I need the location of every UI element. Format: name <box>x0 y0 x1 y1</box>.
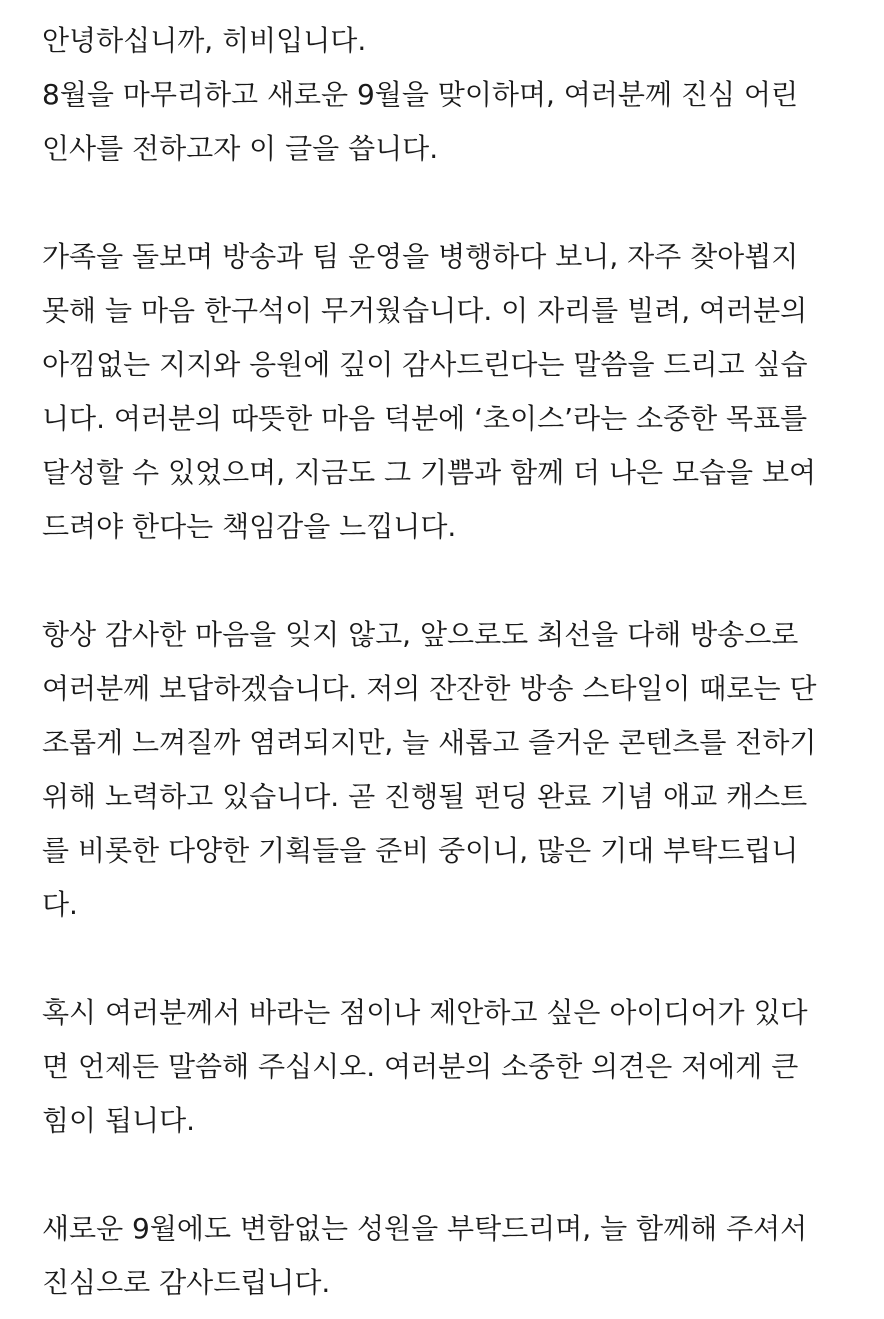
text-line: 가족을 돌보며 방송과 팀 운영을 병행하다 보니, 자주 찾아뵙지 <box>42 240 799 273</box>
paragraph-spacer <box>42 932 842 986</box>
text-line: 다. <box>42 888 78 921</box>
paragraph-spacer <box>42 554 842 608</box>
paragraph-closing <box>42 1202 842 1310</box>
paragraph-plans <box>42 608 842 932</box>
text-line: 니다. 여러분의 따뜻한 마음 덕분에 ‘초이스’라는 소중한 목표를 <box>42 402 808 435</box>
text-line: 새로운 9월에도 변함없는 성원을 부탁드리며, 늘 함께해 주셔서 <box>42 1212 808 1245</box>
text-line: 조롭게 느껴질까 염려되지만, 늘 새롭고 즐거운 콘텐츠를 전하기 <box>42 726 817 759</box>
text-line: 항상 감사한 마음을 잊지 않고, 앞으로도 최선을 다해 방송으로 <box>42 618 799 651</box>
text-line: 여러분께 보답하겠습니다. 저의 잔잔한 방송 스타일이 때로는 단 <box>42 672 817 705</box>
text-line: 진심으로 감사드립니다. <box>42 1266 331 1299</box>
text-line: 인사를 전하고자 이 글을 씁니다. <box>42 132 439 165</box>
text-line: 위해 노력하고 있습니다. 곧 진행될 펀딩 완료 기념 애교 캐스트 <box>42 780 808 813</box>
paragraph-greeting <box>42 14 842 176</box>
text-line: 면 언제든 말씀해 주십시오. 여러분의 소중한 의견은 저에게 큰 <box>42 1050 799 1083</box>
paragraph-spacer <box>42 176 842 230</box>
letter-body <box>42 14 842 1310</box>
text-line: 아낌없는 지지와 응원에 깊이 감사드린다는 말씀을 드리고 싶습 <box>42 348 808 381</box>
text-line: 못해 늘 마음 한구석이 무거웠습니다. 이 자리를 빌려, 여러분의 <box>42 294 808 327</box>
text-line: 드려야 한다는 책임감을 느낍니다. <box>42 510 457 543</box>
text-line: 8월을 마무리하고 새로운 9월을 맞이하며, 여러분께 진심 어린 <box>42 78 798 111</box>
text-line: 를 비롯한 다양한 기획들을 준비 중이니, 많은 기대 부탁드립니 <box>42 834 799 867</box>
paragraph-spacer <box>42 1148 842 1202</box>
text-line: 달성할 수 있었으며, 지금도 그 기쁨과 함께 더 나은 모습을 보여 <box>42 456 817 489</box>
paragraph-gratitude <box>42 230 842 554</box>
text-line: 안녕하십니까, 히비입니다. <box>42 24 367 57</box>
text-line: 힘이 됩니다. <box>42 1104 196 1137</box>
paragraph-suggestions <box>42 986 842 1148</box>
text-line: 혹시 여러분께서 바라는 점이나 제안하고 싶은 아이디어가 있다 <box>42 996 808 1029</box>
